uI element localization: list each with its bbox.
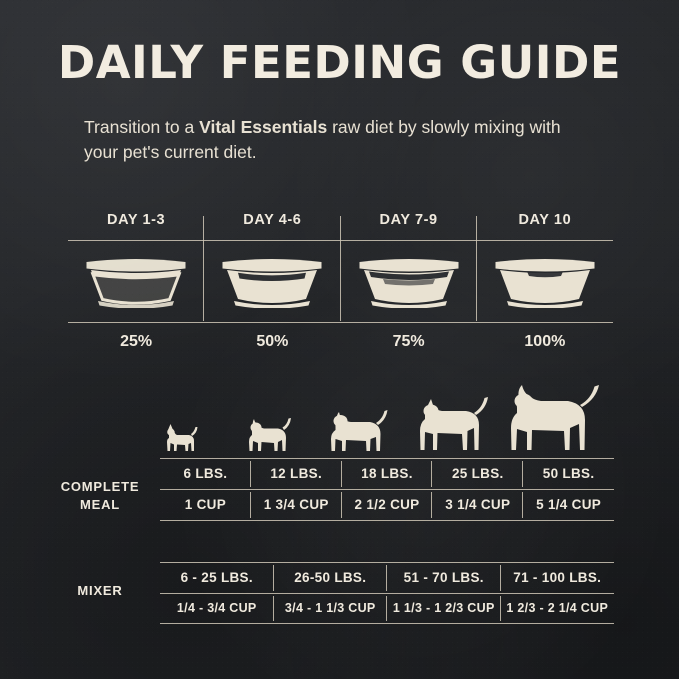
- amount-cell: 1/4 - 3/4 CUP: [160, 594, 274, 623]
- dog-bowl-icon: [80, 246, 192, 308]
- weight-cell: 25 LBS.: [432, 459, 523, 489]
- weight-cell: 18 LBS.: [342, 459, 433, 489]
- amount-cell: 3/4 - 1 1/3 CUP: [274, 594, 388, 623]
- weight-cell: 6 - 25 LBS.: [160, 563, 274, 593]
- weight-cell: 50 LBS.: [542, 466, 595, 481]
- dog-silhouette-xlarge-icon: [506, 382, 618, 454]
- transition-column-day4-6: [204, 210, 340, 355]
- transition-day-label: DAY 4-6: [243, 212, 302, 228]
- amount-cell: 3 1/4 CUP: [432, 490, 523, 520]
- amount-cell: 1 2/3 - 2 1/4 CUP: [506, 601, 609, 615]
- transition-day-label: DAY 1-3: [107, 212, 166, 228]
- dog-silhouette-large-icon: [410, 394, 506, 454]
- table-row: [160, 490, 614, 520]
- amount-cell: 5 1/4 CUP: [536, 497, 602, 512]
- complete-meal-label: [52, 478, 148, 513]
- weight-cell: 12 LBS.: [251, 459, 342, 489]
- complete-meal-grid: [160, 458, 614, 521]
- complete-meal-label-line2: MEAL: [79, 496, 121, 512]
- weight-cell: 71 - 100 LBS.: [513, 570, 602, 585]
- page-title: DAILY FEEDING GUIDE: [57, 36, 622, 89]
- dog-silhouette-small-icon: [229, 414, 320, 454]
- amount-cell: 1 CUP: [160, 490, 251, 520]
- dog-bowl-icon: [353, 246, 465, 308]
- transition-column-day1-3: [68, 210, 204, 355]
- complete-meal-label-line1: COMPLETE: [60, 479, 140, 494]
- dog-bowl-icon: [489, 246, 601, 308]
- transition-percent: 75%: [392, 333, 425, 350]
- transition-column-day10: [477, 210, 613, 355]
- dog-silhouette-xsmall-icon: [138, 420, 229, 454]
- transition-percent: 25%: [120, 333, 153, 350]
- table-row: [160, 459, 614, 489]
- page-subtitle: [84, 115, 596, 165]
- table-row: [160, 594, 614, 623]
- transition-percent: 100%: [524, 333, 566, 350]
- mixer-label: MIXER: [77, 583, 123, 598]
- amount-cell: 1 1/3 - 1 2/3 CUP: [387, 594, 501, 623]
- transition-column-day7-9: [341, 210, 477, 355]
- weight-cell: 6 LBS.: [160, 459, 251, 489]
- amount-cell: 2 1/2 CUP: [342, 490, 433, 520]
- subtitle-pre: Transition to a: [84, 117, 200, 137]
- dog-silhouette-medium-icon: [319, 406, 410, 454]
- transition-day-label: DAY 7-9: [379, 212, 438, 228]
- dog-bowl-icon: [216, 246, 328, 308]
- weight-cell: 51 - 70 LBS.: [387, 563, 501, 593]
- transition-schedule: [68, 210, 613, 355]
- amount-cell: 1 3/4 CUP: [251, 490, 342, 520]
- weight-cell: 26-50 LBS.: [274, 563, 388, 593]
- rule: [160, 623, 614, 624]
- subtitle-brand: Vital Essentials: [199, 117, 328, 137]
- rule: [160, 520, 614, 521]
- subtitle-post: raw diet by slowly mixing with your pet's current diet.: [84, 117, 561, 162]
- table-row: [160, 563, 614, 593]
- transition-percent: 50%: [256, 333, 289, 350]
- mixer-grid: [160, 562, 614, 624]
- dog-size-row: [138, 382, 618, 454]
- transition-day-label: DAY 10: [518, 212, 572, 228]
